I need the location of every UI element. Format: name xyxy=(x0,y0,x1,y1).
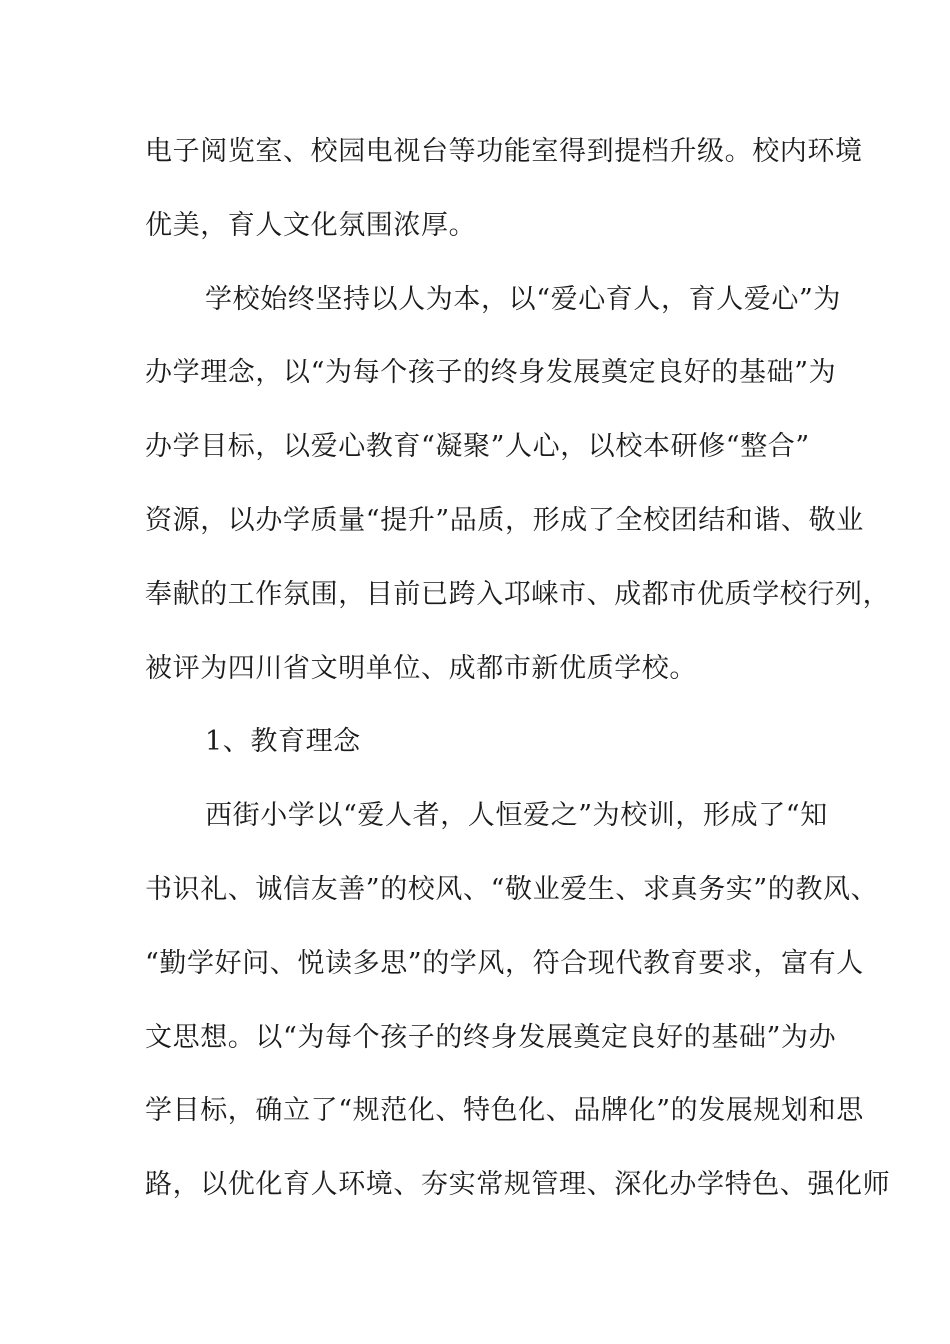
text-line-1: 电子阅览室、校园电视台等功能室得到提档升级。校内环境 xyxy=(145,136,863,167)
text-line-15: 路，以优化育人环境、夯实常规管理、深化办学特色、强化师 xyxy=(145,1169,891,1201)
text-line-6: 资源，以办学质量“提升”品质，形成了全校团结和谐、敬业 xyxy=(145,504,864,536)
text-line-7: 奉献的工作氛围，目前已跨入邛崃市、成都市优质学校行列， xyxy=(145,578,891,610)
text-line-4: 办学理念，以“为每个孩子的终身发展奠定良好的基础”为 xyxy=(145,357,837,389)
text-line-11: 书识礼、诚信友善”的校风、“敬业爱生、求真务实”的教风、 xyxy=(145,873,879,905)
text-line-3: 学校始终坚持以人为本，以“爱心育人，育人爱心”为 xyxy=(205,283,842,315)
text-line-12: “勤学好问、悦读多思”的学风，符合现代教育要求，富有人 xyxy=(145,947,864,979)
text-line-13: 文思想。以“为每个孩子的终身发展奠定良好的基础”为办 xyxy=(145,1021,837,1053)
text-line-10: 西街小学以“爱人者，人恒爱之”为校训，形成了“知 xyxy=(205,800,828,832)
text-line-5: 办学目标，以爱心教育“凝聚”人心，以校本研修“整合” xyxy=(145,431,810,463)
text-line-2: 优美，育人文化氛围浓厚。 xyxy=(145,209,477,241)
section-heading: 1、教育理念 xyxy=(205,726,361,758)
document-page xyxy=(145,126,891,1233)
text-line-8: 被评为四川省文明单位、成都市新优质学校。 xyxy=(145,652,697,684)
text-line-14: 学目标，确立了“规范化、特色化、品牌化”的发展规划和思 xyxy=(145,1095,864,1127)
